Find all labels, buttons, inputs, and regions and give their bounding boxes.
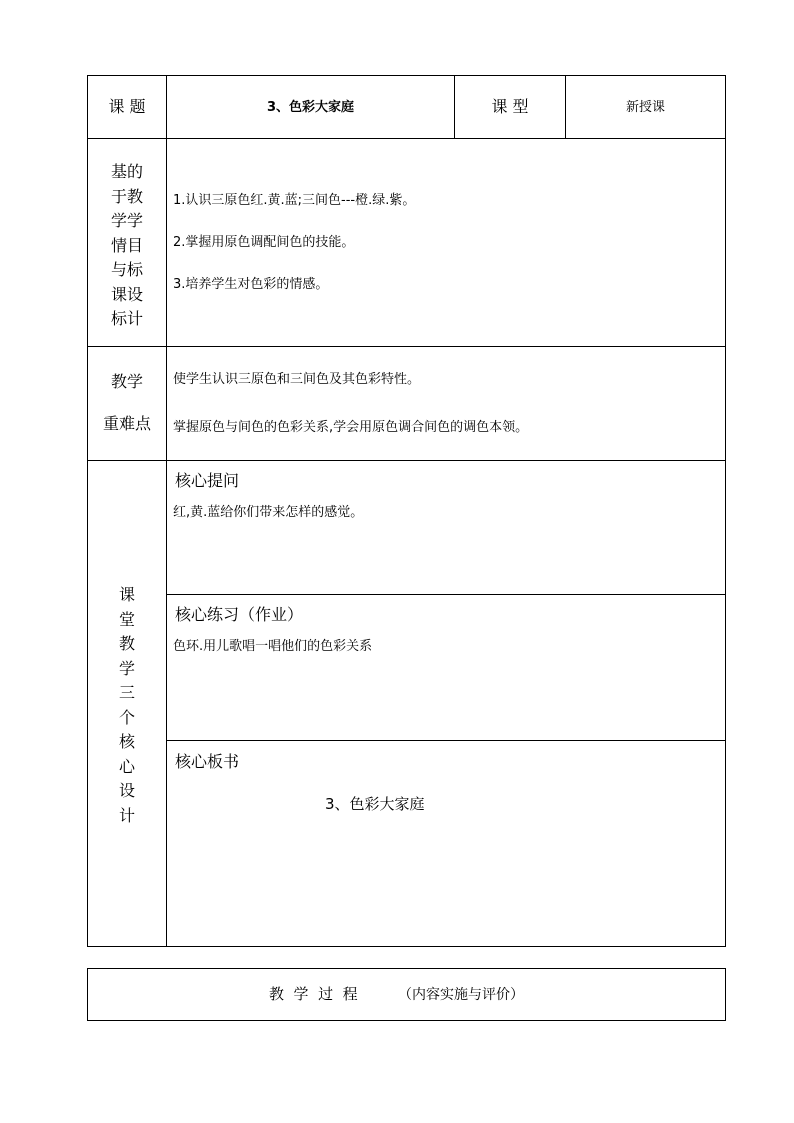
row-divider (166, 740, 726, 741)
column-divider (166, 75, 167, 947)
key-point-text: 掌握原色与间色的色彩关系,学会用原色调合间色的调色本领。 (173, 420, 529, 435)
row-divider (87, 346, 726, 347)
label-line: 学学 (110, 211, 143, 230)
label-char: 计 (118, 805, 135, 825)
core-board-title: 核心板书 (175, 752, 240, 771)
core-design-label (88, 583, 166, 828)
label-line: 课设 (110, 284, 143, 304)
process-subtitle: （内容实施与评价） (398, 987, 524, 1003)
core-question-title: 核心提问 (175, 471, 240, 490)
table-border-bottom (87, 946, 726, 947)
design-basis-label (88, 160, 166, 332)
key-points-label-line2: 重难点 (102, 414, 151, 433)
label-char: 设 (118, 781, 135, 800)
type-value: 新授课 (625, 100, 665, 115)
row-divider (87, 460, 726, 461)
key-point-text: 使学生认识三原色和三间色及其色彩特性。 (173, 372, 421, 387)
row-divider (87, 138, 726, 139)
label-char: 三 (118, 683, 135, 702)
process-title: 教 学 过 程 (269, 985, 358, 1003)
row-divider (166, 594, 726, 595)
label-line: 于教 (110, 186, 143, 206)
table-border-top (87, 75, 726, 76)
label-line: 标计 (110, 309, 143, 328)
label-char: 学 (118, 658, 135, 678)
label-char: 个 (118, 707, 135, 727)
label-line: 与标 (110, 260, 143, 279)
key-points-label-line1: 教学 (110, 372, 143, 391)
topic-label: 课 题 (108, 97, 146, 116)
label-char: 教 (118, 634, 135, 653)
label-char: 核 (118, 732, 135, 751)
label-char: 堂 (118, 609, 135, 629)
objective-item: 3.培养学生对色彩的情感。 (173, 277, 329, 292)
label-char: 心 (118, 756, 135, 776)
label-line: 情目 (110, 235, 143, 255)
objective-item: 2.掌握用原色调配间色的技能。 (173, 235, 355, 250)
topic-value: 3、色彩大家庭 (266, 100, 355, 115)
core-exercise-title: 核心练习（作业） (175, 605, 304, 624)
label-line: 基的 (110, 162, 143, 181)
core-exercise-text: 色环.用儿歌唱一唱他们的色彩关系 (173, 639, 373, 654)
core-question-text: 红,黄.蓝给你们带来怎样的感觉。 (173, 505, 364, 520)
process-box (87, 968, 726, 1021)
table-border-right (725, 75, 726, 947)
core-board-text: 3、色彩大家庭 (325, 795, 425, 813)
objective-item: 1.认识三原色红.黄.蓝;三间色---橙.绿.紫。 (173, 193, 416, 208)
type-label: 课 型 (491, 97, 529, 116)
label-char: 课 (118, 585, 135, 604)
